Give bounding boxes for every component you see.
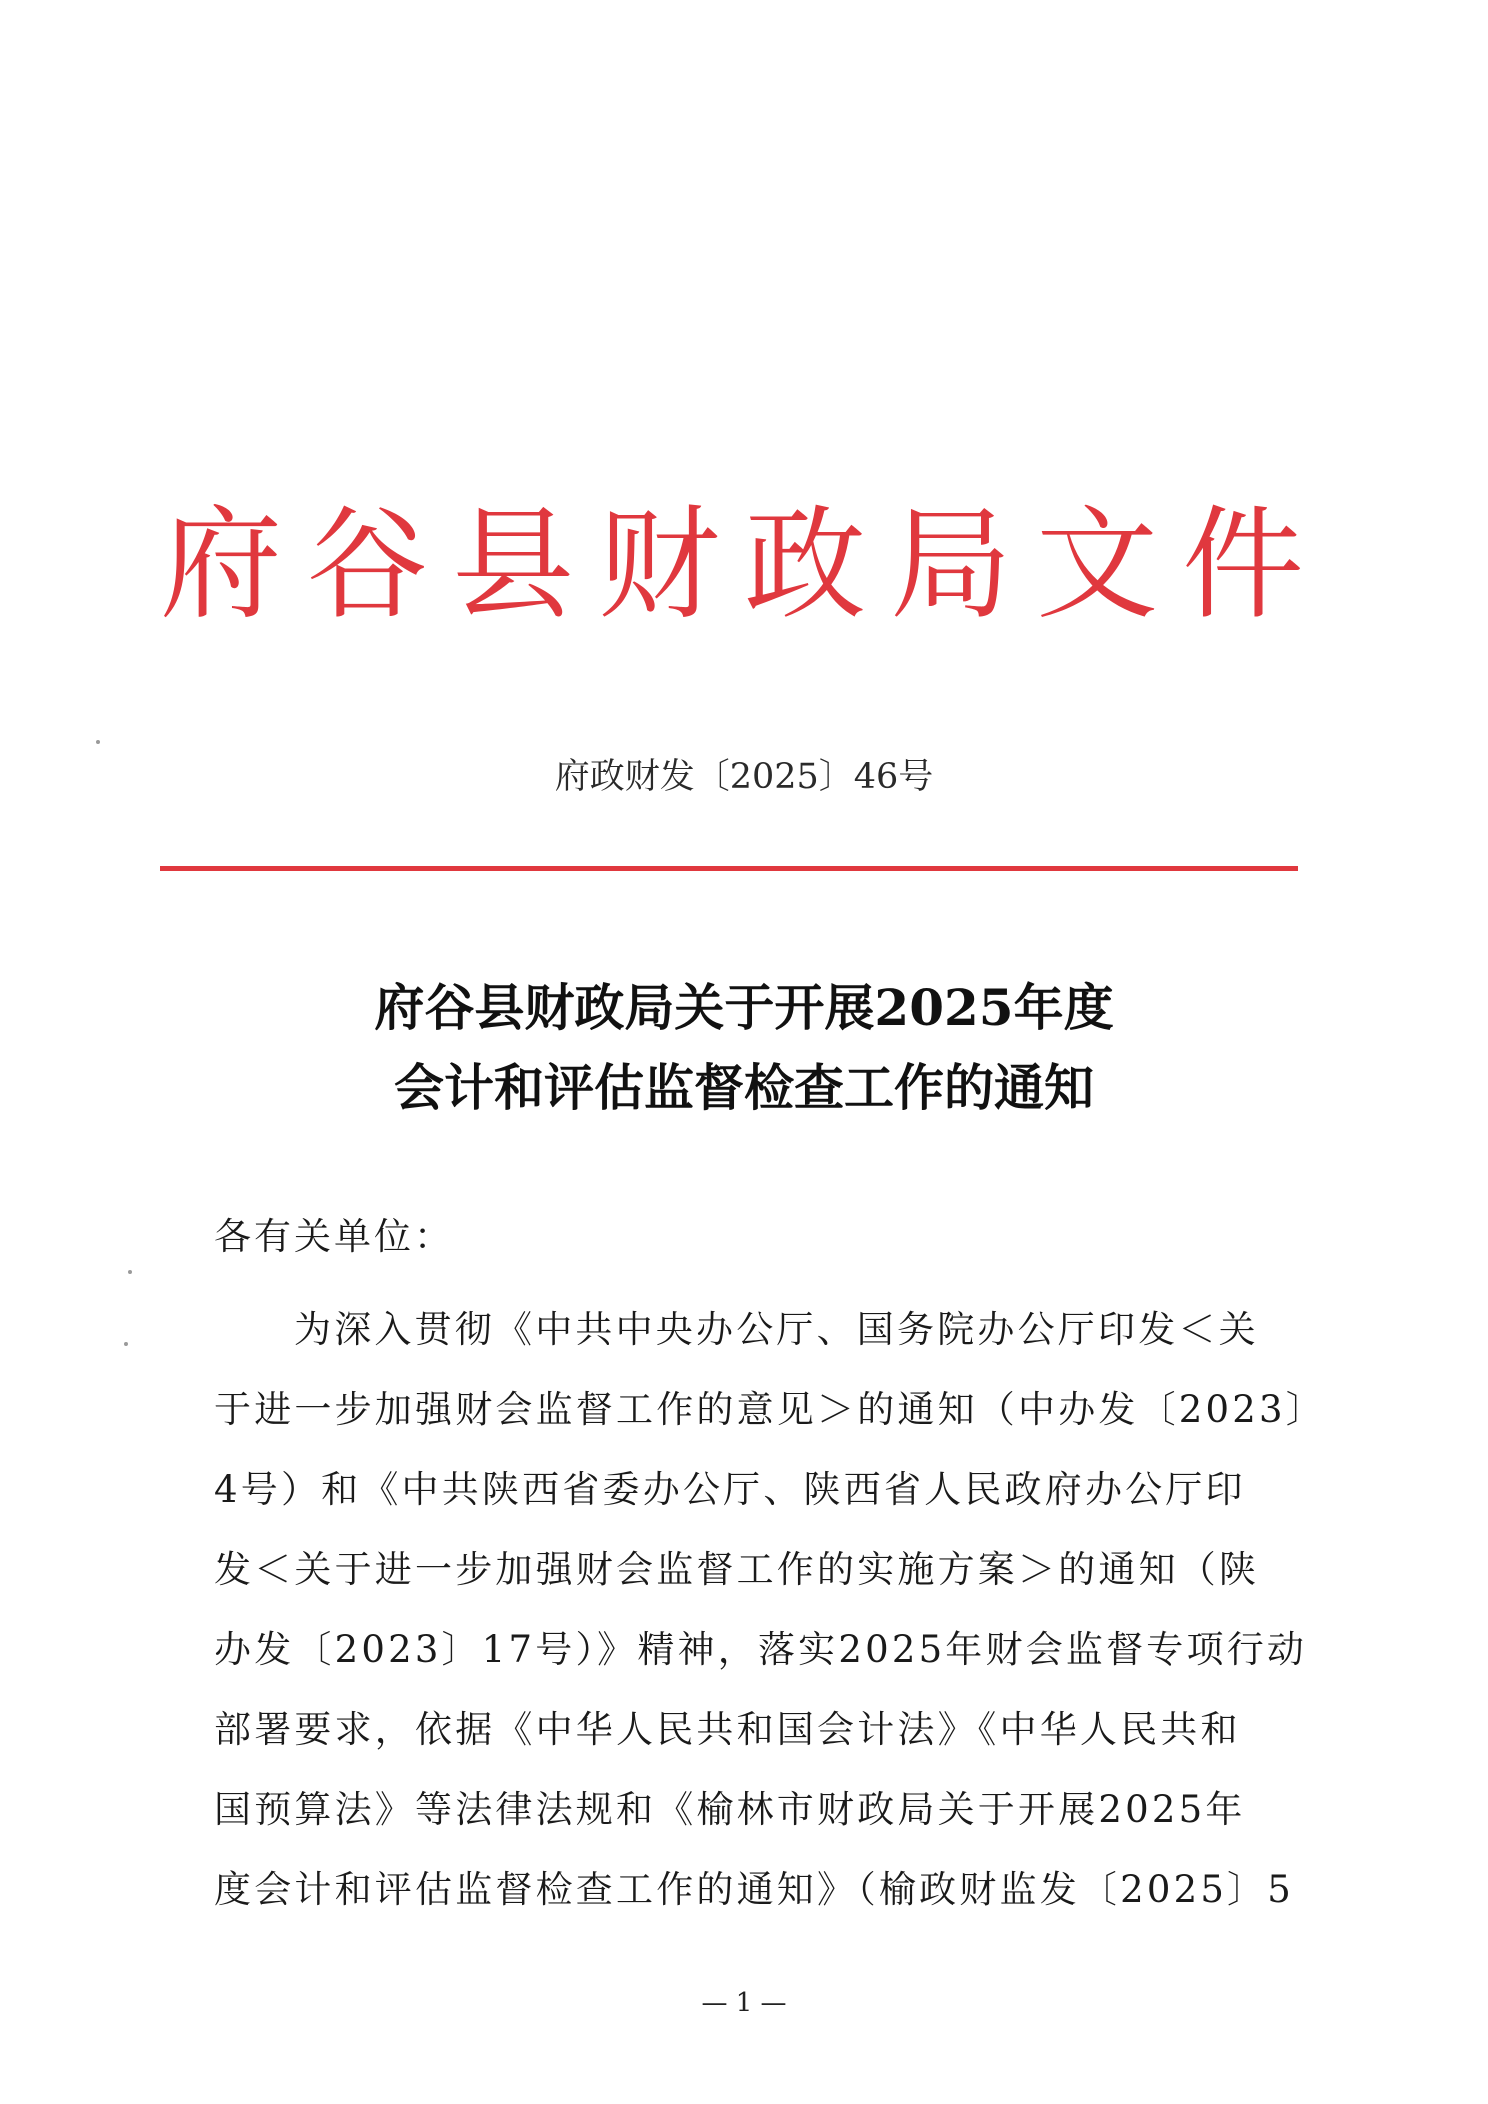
body-line: 于进一步加强财会监督工作的意见＞的通知（中办发〔2023〕 bbox=[214, 1388, 1326, 1431]
body-line: 度会计和评估监督检查工作的通知》（榆政财监发〔2025〕5 bbox=[214, 1868, 1295, 1911]
body-line: 发＜关于进一步加强财会监督工作的实施方案＞的通知（陕 bbox=[214, 1548, 1260, 1591]
addressee: 各有关单位： bbox=[214, 1215, 454, 1258]
notice-title-line-1: 府谷县财政局关于开展2025年度 bbox=[374, 978, 1114, 1037]
body-text bbox=[214, 1290, 1326, 1930]
body-line: 部署要求，依据《中华人民共和国会计法》《中华人民共和 bbox=[214, 1708, 1241, 1751]
scan-speck bbox=[128, 1270, 132, 1274]
body-line: 办发〔2023〕17号）》精神，落实2025年财会监督专项行动 bbox=[214, 1628, 1308, 1671]
document-number: 府政财发〔2025〕46号 bbox=[554, 757, 934, 797]
page-number: — 1 — bbox=[701, 1988, 787, 2018]
body-line: 国预算法》等法律法规和《榆林市财政局关于开展2025年 bbox=[214, 1788, 1246, 1831]
scan-speck bbox=[96, 740, 100, 744]
body-line: 4号）和《中共陕西省委办公厅、陕西省人民政府办公厅印 bbox=[214, 1468, 1246, 1511]
red-separator-line bbox=[160, 866, 1298, 871]
scan-speck bbox=[124, 1342, 128, 1346]
document-header-title: 府谷县财政局文件 bbox=[160, 494, 1328, 636]
body-line: 为深入贯彻《中共中央办公厅、国务院办公厅印发＜关 bbox=[294, 1308, 1259, 1351]
notice-title-line-2: 会计和评估监督检查工作的通知 bbox=[394, 1058, 1094, 1117]
notice-title bbox=[0, 968, 1488, 1128]
